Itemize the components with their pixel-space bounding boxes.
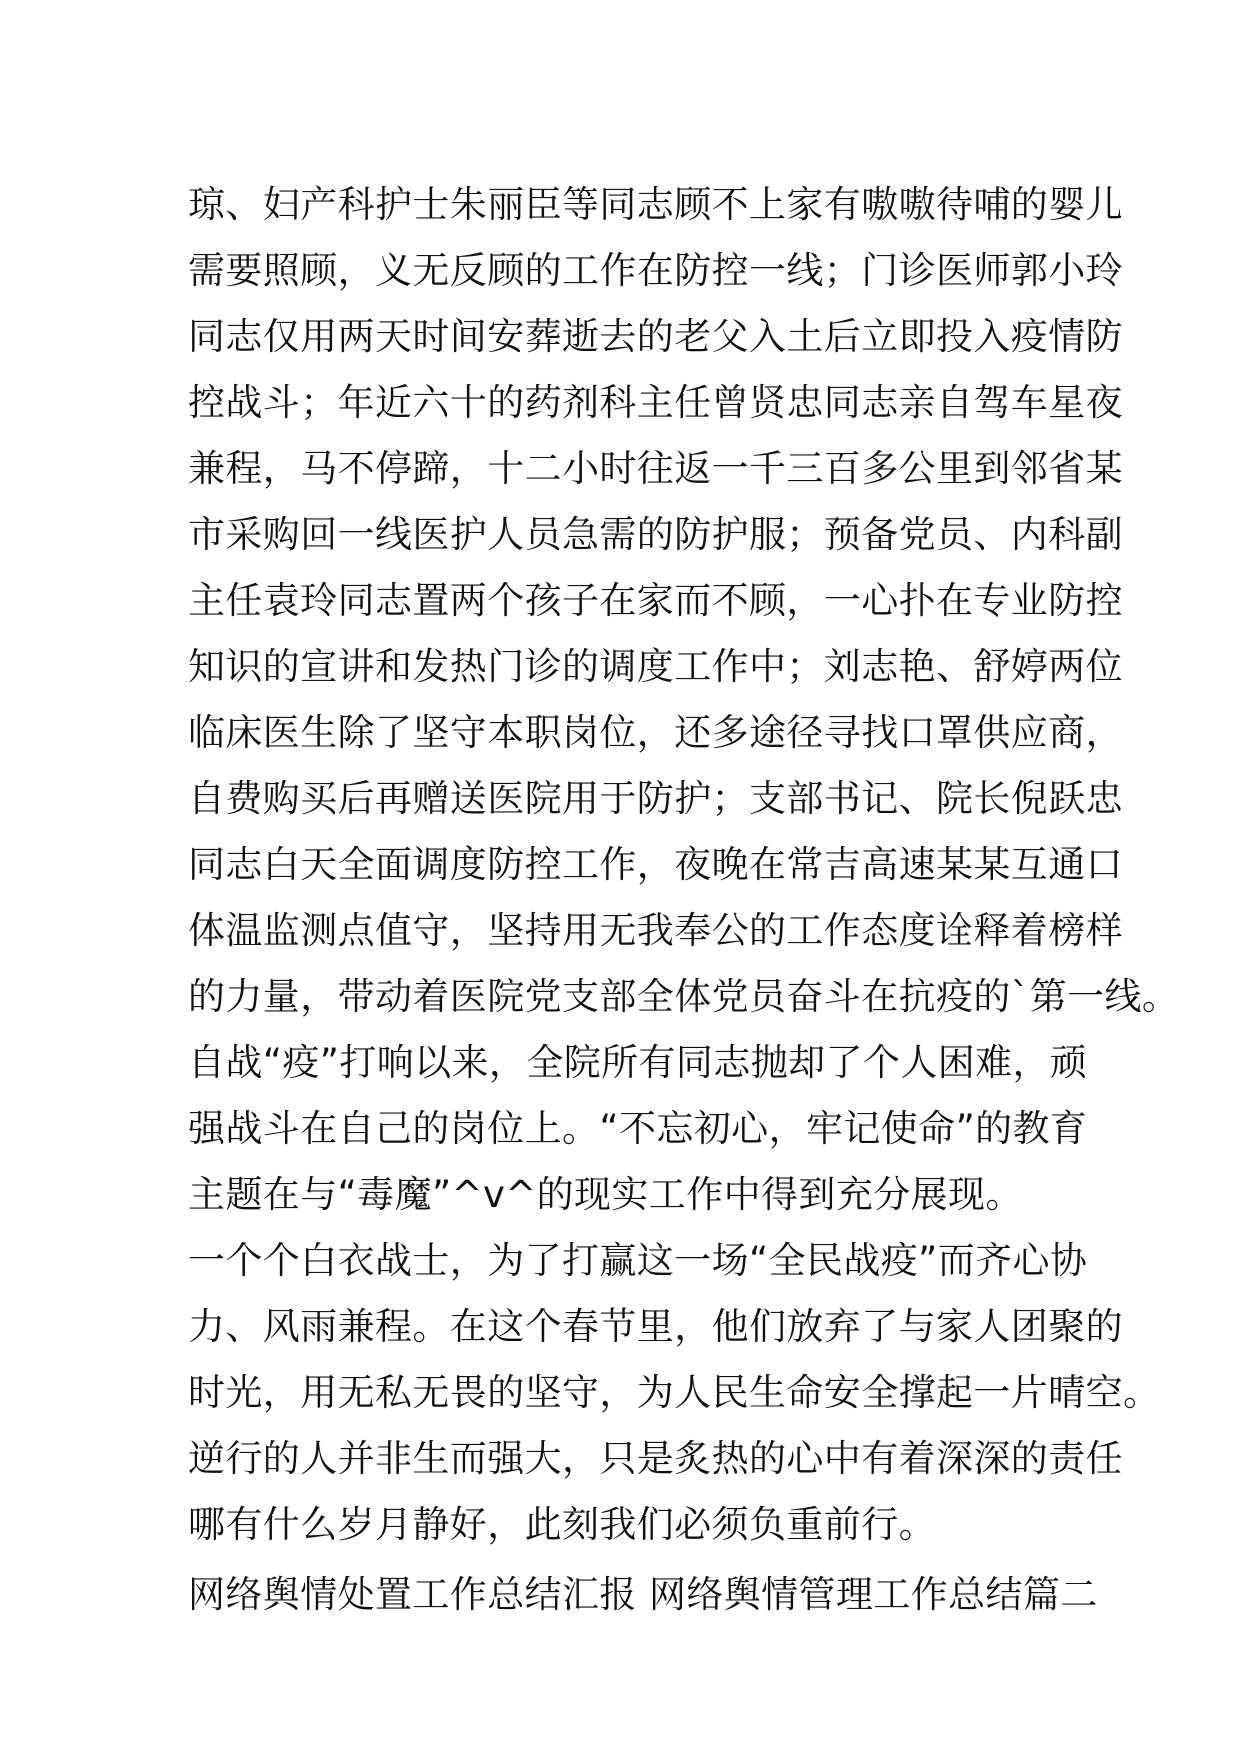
text-line: 同志白天全面调度防控工作，夜晚在常吉高速某某互通口 [188,843,1123,886]
text-line: 一个个白衣战士，为了打赢这一场“全民战疫”而齐心协 [188,1239,1088,1282]
text-line: 自战“疫”打响以来，全院所有同志抛却了个人困难，顽 [188,1041,1088,1084]
text-line: 哪有什么岁月静好，此刻我们必须负重前行。 [188,1503,936,1546]
text-line: 的力量，带动着医院党支部全体党员奋斗在抗疫的`第一线。 [188,975,1180,1018]
text-line: 兼程，马不停蹄，十二小时往返一千三百多公里到邻省某 [188,447,1123,490]
text-line: 临床医生除了坚守本职岗位，还多途径寻找口罩供应商， [188,711,1123,754]
text-line: 自费购买后再赠送医院用于防护；支部书记、院长倪跃忠 [188,777,1123,820]
text-line: 同志仅用两天时间安葬逝去的老父入土后立即投入疫情防 [188,315,1123,358]
text-line: 时光，用无私无畏的坚守，为人民生命安全撑起一片晴空。 [188,1371,1161,1414]
text-line: 知识的宣讲和发热门诊的调度工作中；刘志艳、舒婷两位 [188,645,1123,688]
section-title: 网络舆情处置工作总结汇报 网络舆情管理工作总结篇二 [188,1573,1098,1616]
text-line: 市采购回一线医护人员急需的防护服；预备党员、内科副 [188,513,1123,556]
text-line: 逆行的人并非生而强大，只是炙热的心中有着深深的责任 [188,1437,1123,1480]
text-line: 琼、妇产科护士朱丽臣等同志顾不上家有嗷嗷待哺的婴儿 [188,183,1123,226]
text-line: 主任袁玲同志置两个孩子在家而不顾，一心扑在专业防控 [188,579,1123,622]
text-line: 力、风雨兼程。在这个春节里，他们放弃了与家人团聚的 [188,1305,1123,1348]
text-line: 控战斗；年近六十的药剂科主任曾贤忠同志亲自驾车星夜 [188,381,1123,424]
text-line: 强战斗在自己的岗位上。“不忘初心，牢记使命”的教育 [188,1107,1088,1150]
text-line: 主题在与“毒魔”^v^的现实工作中得到充分展现。 [188,1173,1023,1216]
text-line: 体温监测点值守，坚持用无我奉公的工作态度诠释着榜样 [188,909,1123,952]
body-text [188,172,1180,1628]
text-line: 需要照顾，义无反顾的工作在防控一线；门诊医师郭小玲 [188,249,1123,292]
